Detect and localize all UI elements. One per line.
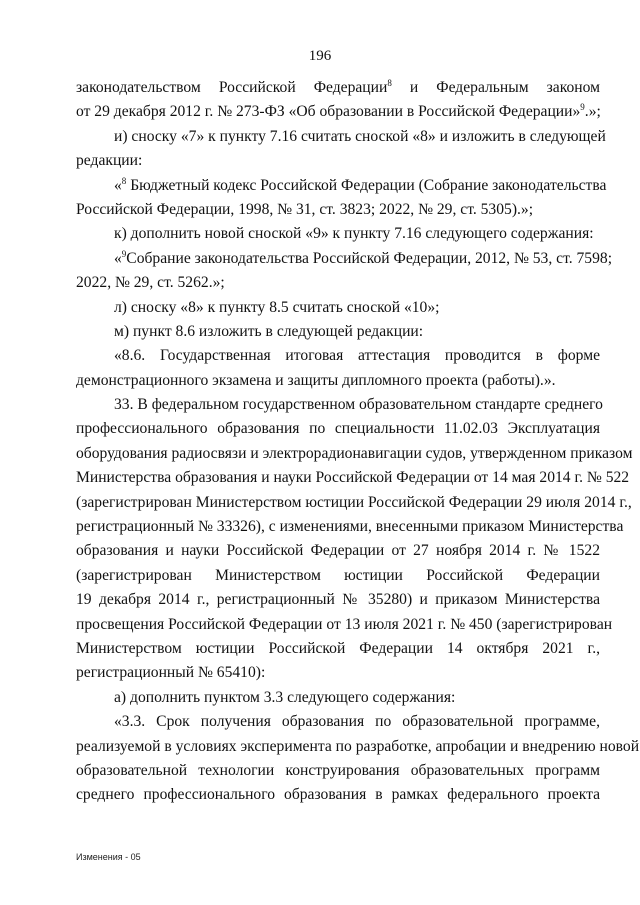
text-segment: (зарегистрирован Министерством юстиции Российской Федерации 29 июля 2014 г.,: [76, 493, 632, 511]
text-segment: «: [114, 176, 122, 194]
text-line: [76, 637, 600, 661]
text-line: [76, 100, 600, 124]
text-line: [76, 613, 613, 637]
text-line: [76, 735, 640, 759]
text-line: [76, 149, 600, 173]
text-segment: (зарегистрирован Министерством юстиции Российской Федерации: [76, 566, 600, 584]
text-line: [76, 271, 600, 295]
text-line: [76, 320, 600, 344]
text-line: [76, 393, 603, 417]
text-segment: «3.3. Срок получения образования по образовательной программе,: [114, 713, 600, 731]
text-segment: от 29 декабря 2012 г. № 273-ФЗ «Об образовании в Российской Федерации»: [76, 103, 581, 121]
text-segment: демонстрационного экзамена и защиты дипломного проекта (работы).».: [76, 371, 556, 389]
text-line: [76, 588, 600, 612]
text-segment: Министерства образования и науки Российской Федерации от 14 мая 2014 г. № 522: [76, 469, 630, 487]
text-segment: образования и науки Российской Федерации от 27 ноября 2014 г. № 1522: [76, 542, 600, 560]
page-footer: Изменения - 05: [76, 852, 141, 862]
footnote-marker: 9: [121, 248, 127, 259]
text-segment: Министерством юстиции Российской Федерации 14 октября 2021 г.,: [76, 639, 600, 657]
footnote-marker: 8: [121, 175, 127, 186]
text-segment: 2022, № 29, ст. 5262.»;: [76, 274, 225, 292]
text-line: [76, 515, 624, 539]
text-segment: а) дополнить пунктом 3.3 следующего содержания:: [114, 688, 456, 706]
text-line: [76, 296, 600, 320]
text-line: [76, 125, 606, 149]
text-segment: л) сноску «8» к пункту 8.5 считать сноской «10»;: [114, 298, 440, 316]
text-line: [76, 442, 633, 466]
text-segment: и Федеральным законом: [391, 79, 600, 96]
text-segment: просвещения Российской Федерации от 13 июля 2021 г. № 450 (зарегистрирован: [76, 615, 613, 633]
document-body: [76, 76, 640, 808]
text-line: [76, 247, 613, 271]
text-segment: реализуемой в условиях эксперимента по разработке, апробации и внедрению новой: [76, 737, 640, 755]
text-segment: редакции:: [76, 152, 143, 170]
text-line: [76, 759, 600, 783]
text-segment: образовательной технологии конструирования образовательных программ: [76, 761, 600, 779]
text-segment: Собрание законодательства Российской Федерации, 2012, № 53, ст. 7598;: [126, 249, 613, 267]
text-line: [76, 686, 600, 710]
text-line: [76, 466, 630, 490]
text-line: [76, 344, 600, 368]
text-segment: .»;: [584, 103, 601, 121]
text-segment: законодательством Российской Федерации: [76, 79, 388, 96]
text-segment: Бюджетный кодекс Российской Федерации (Собрание законодательства: [126, 176, 607, 194]
text-line: [76, 174, 607, 198]
text-segment: к) дополнить новой сноской «9» к пункту 7.16 следующего содержания:: [114, 225, 594, 243]
text-line: [76, 564, 600, 588]
text-line: [76, 783, 600, 807]
text-line: [76, 198, 600, 222]
text-segment: оборудования радиосвязи и электрорадионавигации судов, утвержденном приказом: [76, 444, 633, 462]
text-line: [76, 661, 600, 685]
text-segment: среднего профессионального образования в рамках федерального проекта: [76, 786, 600, 804]
text-line: [76, 417, 600, 441]
text-segment: регистрационный № 33326), с изменениями, внесенными приказом Министерства: [76, 518, 624, 536]
text-line: [76, 539, 600, 563]
text-segment: Российской Федерации, 1998, № 31, ст. 3823; 2022, № 29, ст. 5305).»;: [76, 200, 534, 218]
footnote-marker: 8: [387, 78, 392, 88]
text-segment: 19 декабря 2014 г., регистрационный № 35280) и приказом Министерства: [76, 591, 600, 609]
text-segment: профессионального образования по специальности 11.02.03 Эксплуатация: [76, 420, 600, 438]
text-segment: «: [114, 249, 122, 267]
text-line: [76, 491, 632, 515]
page-number: 196: [308, 48, 332, 64]
text-line: [76, 369, 600, 393]
text-segment: регистрационный № 65410):: [76, 664, 266, 682]
footnote-marker: 9: [580, 102, 585, 113]
text-segment: «8.6. Государственная итоговая аттестация проводится в форме: [114, 347, 600, 365]
text-segment: м) пункт 8.6 изложить в следующей редакции:: [114, 322, 424, 340]
text-segment: и) сноску «7» к пункту 7.16 считать сноской «8» и изложить в следующей: [114, 127, 606, 145]
text-segment: 33. В федеральном государственном образовательном стандарте среднего: [114, 396, 603, 414]
text-line: [76, 76, 600, 100]
text-line: [76, 710, 600, 734]
text-line: [76, 222, 600, 246]
